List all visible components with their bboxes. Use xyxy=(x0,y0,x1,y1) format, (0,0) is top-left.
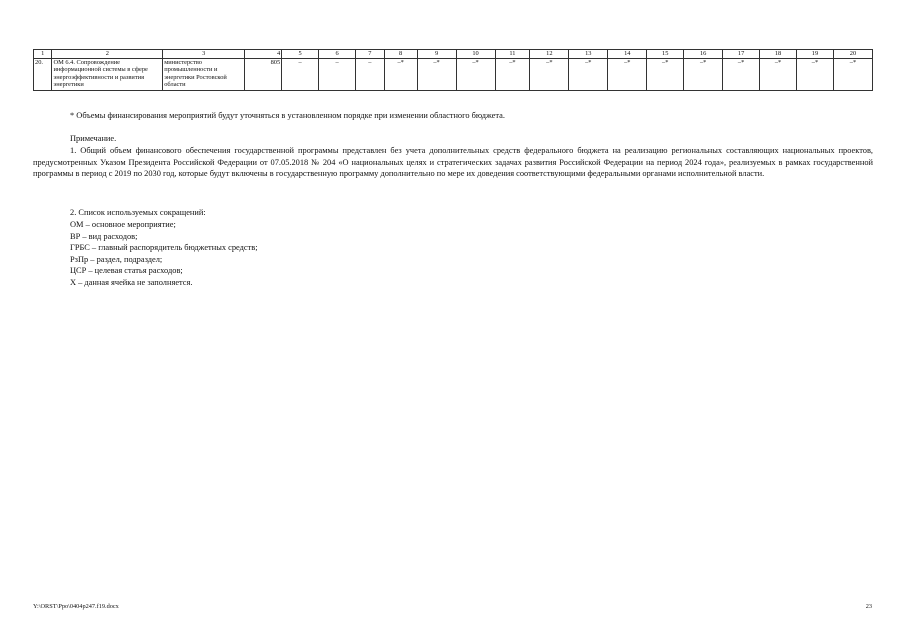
executor-text: министерство промышленности и энергетики Ростовской области xyxy=(164,58,227,89)
header-cell: 14 xyxy=(608,50,647,59)
value-cell: –* xyxy=(760,58,797,90)
program-table xyxy=(33,49,873,91)
table-row xyxy=(34,58,873,90)
abbreviation-item: Х – данная ячейка не заполняется. xyxy=(70,277,193,287)
value-cell: –* xyxy=(833,58,872,90)
value-cell: –* xyxy=(647,58,684,90)
code-cell: 805 xyxy=(245,58,282,90)
value-cell: –* xyxy=(456,58,495,90)
header-cell: 8 xyxy=(384,50,417,59)
header-cell: 11 xyxy=(495,50,530,59)
value-cell: –* xyxy=(569,58,608,90)
value-cell: –* xyxy=(797,58,834,90)
abbreviation-item: ВР – вид расходов; xyxy=(70,231,138,241)
measure-name-text: ОМ 6.4. Сопровождение информационной системы в сфере энергоэффективности и развития энергетики xyxy=(53,58,148,89)
page-number: 23 xyxy=(865,603,872,610)
header-cell: 12 xyxy=(530,50,569,59)
header-cell: 10 xyxy=(456,50,495,59)
value-cell: –* xyxy=(723,58,760,90)
abbreviation-item: ОМ – основное мероприятие; xyxy=(70,220,176,229)
note-paragraph-1: 1. Общий объем финансового обеспечения государственной программы представлен без учета дополнительных средств федерального бюджета на реализацию региональных составляющих национальных проектов, предусмотренных Указом Президента Российской Федерации от 07.05.2018 № 204 «О национальных целях и стратегических задачах развития Российской Федерации на период 2024 года», реализуемых в рамках государственной программы в период с 2019 по 2030 год, которые будут включены в государственную программу дополнительно по мере их доведения соответствующими федеральными органами исполнительной власти. xyxy=(33,146,873,178)
value-cell: –* xyxy=(608,58,647,90)
note-title: Примечание. xyxy=(70,134,117,143)
header-cell: 7 xyxy=(356,50,385,59)
value-cell: – xyxy=(282,58,319,90)
header-cell: 2 xyxy=(52,50,163,59)
value-cell: –* xyxy=(684,58,723,90)
measure-name-cell xyxy=(52,58,163,90)
abbreviations-list xyxy=(70,219,870,288)
abbreviation-item: ЦСР – целевая статья расходов; xyxy=(70,266,183,275)
header-cell: 16 xyxy=(684,50,723,59)
table-header-row xyxy=(34,50,873,59)
header-cell: 15 xyxy=(647,50,684,59)
funding-footnote: * Объемы финансирования мероприятий будут уточняться в установленном порядке при изменении областного бюджета. xyxy=(70,111,505,120)
header-cell: 13 xyxy=(569,50,608,59)
header-cell: 20 xyxy=(833,50,872,59)
header-cell: 6 xyxy=(319,50,356,59)
abbreviation-item: РзПр – раздел, подраздел; xyxy=(70,254,163,264)
value-cell: –* xyxy=(530,58,569,90)
header-cell: 17 xyxy=(723,50,760,59)
header-cell: 1 xyxy=(34,50,52,59)
header-cell: 18 xyxy=(760,50,797,59)
header-cell: 5 xyxy=(282,50,319,59)
abbreviations-title: 2. Список используемых сокращений: xyxy=(70,208,206,217)
header-cell: 3 xyxy=(163,50,245,59)
value-cell: –* xyxy=(417,58,456,90)
header-cell: 19 xyxy=(797,50,834,59)
file-path-footer: Y:\ORST\Ppo\0404p247.f19.docx xyxy=(33,603,119,610)
row-number-cell: 20. xyxy=(34,58,52,90)
value-cell: –* xyxy=(495,58,530,90)
header-cell: 4 xyxy=(245,50,282,59)
value-cell: – xyxy=(319,58,356,90)
value-cell: – xyxy=(356,58,385,90)
executor-cell xyxy=(163,58,245,90)
value-cell: –* xyxy=(384,58,417,90)
header-cell: 9 xyxy=(417,50,456,59)
abbreviation-item: ГРБС – главный распорядитель бюджетных средств; xyxy=(70,243,258,252)
